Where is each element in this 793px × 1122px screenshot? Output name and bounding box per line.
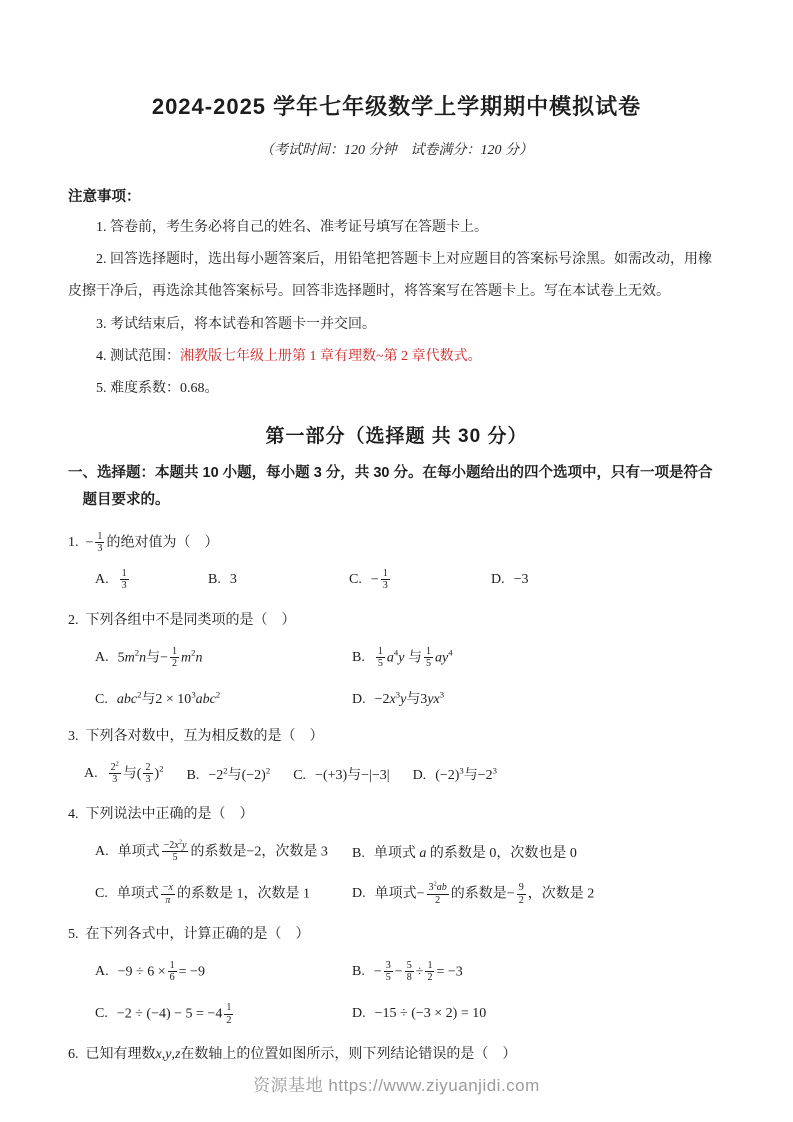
- math-variable: y: [165, 1047, 172, 1063]
- option-label: B.: [208, 571, 221, 587]
- fraction-denominator: [163, 895, 172, 907]
- option-label: C.: [349, 572, 362, 588]
- notice-item-1: 1. 答卷前，考生务必将自己的姓名、准考证号填写在答题卡上。: [96, 220, 488, 235]
- fraction-numerator: 3: [385, 959, 391, 971]
- fraction-numerator: 5: [406, 959, 412, 971]
- math-variable: y: [400, 692, 407, 708]
- question-4: [68, 803, 725, 906]
- fraction-numerator: $-2x^2y$: [163, 838, 187, 851]
- option-label: A.: [95, 964, 109, 980]
- math-exponent: 2: [191, 647, 196, 658]
- option-D: D. 单项式− $\frac{3^2ab}{2}$ 的系数是− $\frac{9}{2}$ ，次数是 2: [352, 880, 595, 906]
- section-intro: 一、选择题：本题共 10 小题，每小题 3 分，共 30 分。在每小题给出的四个选项中，只有一项是符合题目要求的。: [68, 465, 713, 508]
- option-C: C. −(+3)与−|−3|: [293, 767, 390, 783]
- math-fraction: [95, 531, 104, 555]
- question-stem: 5. 在下列各式中，计算正确的是（ ）: [68, 927, 310, 943]
- question-number: 5.: [68, 927, 79, 943]
- math-variable: x: [168, 881, 174, 893]
- option-C: C. − $\frac{1}{3}$: [349, 567, 388, 592]
- math-variable: x: [389, 692, 396, 708]
- question-stem: 1. − $\frac{1}{3}$ 的绝对值为（ ）: [68, 530, 219, 555]
- fraction-denominator: 2: [518, 894, 524, 906]
- math-exponent: 3: [492, 765, 498, 776]
- question-number: 4.: [68, 806, 79, 822]
- notice-item-3: 3. 考试结束后，将本试卷和答题卡一并交回。: [96, 316, 376, 332]
- math-variable: y: [181, 839, 187, 851]
- question-options: [68, 762, 725, 786]
- option-A: A. $\frac{2^2}{3}$ 与( $\frac{2}{3}$ )$^2$: [84, 760, 164, 786]
- math-exponent: 2: [134, 647, 140, 658]
- option-A: A. 单项式 $\frac{-2x^2y}{5}$ 的系数是−2，次数是 3: [95, 838, 328, 864]
- question-6: [68, 1043, 725, 1067]
- math-variable: ab: [436, 881, 447, 893]
- math-exponent: 2: [178, 838, 182, 846]
- option-label: B.: [352, 650, 365, 666]
- question-3: [68, 725, 725, 786]
- math-fraction: [168, 960, 177, 984]
- question-number: 6.: [68, 1047, 79, 1063]
- notices-heading: 注意事项：: [68, 189, 141, 205]
- option-C: C. −2 ÷ (−4) − 5 = −4 $\frac{1}{2}$: [95, 1002, 232, 1026]
- math-variable: y: [442, 650, 449, 666]
- math-fraction: [170, 646, 179, 670]
- math-exponent: 2: [265, 765, 271, 776]
- fraction-numerator: 1: [121, 567, 127, 579]
- fraction-denominator: 5: [377, 658, 383, 670]
- fraction-denominator: 3: [97, 543, 103, 555]
- option-B: B. 3: [208, 571, 237, 587]
- option-label: D.: [352, 1006, 366, 1022]
- question-1: [68, 531, 725, 592]
- footer-watermark: 资源基地 https://www.ziyuanjidi.com: [253, 1076, 540, 1095]
- math-fraction: [381, 568, 390, 592]
- option-label: A.: [95, 844, 109, 860]
- fraction-denominator: 3: [145, 774, 151, 786]
- fraction-denominator: 6: [169, 972, 175, 984]
- notices-block: [68, 185, 725, 405]
- section-title: 第一部分（选择题 共 30 分）: [265, 426, 528, 448]
- fraction-denominator: 3: [112, 774, 118, 786]
- question-stem: 3. 下列各对数中，互为相反数的是（ ）: [68, 729, 324, 745]
- notice-item-4-prefix: 4. 测试范围：: [96, 348, 180, 364]
- notice-item-4: [68, 341, 725, 373]
- math-fraction: [517, 882, 526, 906]
- option-A: A. −9 ÷ 6 × $\frac{1}{6}$ = −9: [95, 959, 205, 984]
- question-options: [68, 568, 725, 592]
- question-stem: 2. 下列各组中不是同类项的是（ ）: [68, 613, 296, 629]
- math-variable: abc: [195, 692, 216, 708]
- math-fraction: [427, 882, 449, 906]
- math-variable: a: [435, 650, 442, 666]
- math-exponent: 2: [223, 765, 228, 776]
- math-variable: n: [139, 650, 147, 666]
- fraction-numerator: −x: [162, 881, 174, 893]
- question-options: [68, 840, 725, 906]
- math-fraction: [143, 762, 152, 786]
- question-number: 2.: [68, 613, 79, 629]
- option-label: A.: [95, 572, 109, 588]
- questions: [68, 531, 725, 1067]
- option-C: C. abc$^2$与$2 \times 10^3abc^2$: [95, 689, 221, 708]
- math-variable: z: [174, 1047, 181, 1063]
- option-D: D. −3: [491, 571, 529, 587]
- option-label: D.: [352, 886, 366, 902]
- fraction-denominator: 5: [425, 658, 431, 670]
- math-exponent: 4: [448, 647, 453, 658]
- math-variable: abc: [116, 692, 138, 708]
- question-2: [68, 609, 725, 708]
- fraction-denominator: 2: [172, 658, 178, 670]
- math-variable: a: [419, 845, 427, 861]
- math-exponent: 2: [215, 689, 221, 700]
- math-fraction: [109, 762, 121, 786]
- math-fraction: [120, 568, 129, 592]
- option-D: D. $(-2)^3$与$-2^3$: [412, 765, 498, 783]
- option-label: B.: [352, 845, 365, 861]
- option-label: B.: [186, 767, 200, 783]
- fraction-denominator: 2: [427, 972, 433, 984]
- math-exponent: 3: [191, 689, 196, 700]
- fraction-numerator: 1: [97, 530, 103, 542]
- math-exponent: 4: [393, 647, 399, 658]
- fraction-numerator: 1: [172, 645, 178, 657]
- fraction-numerator: 1: [427, 959, 433, 971]
- math-variable: a: [386, 650, 394, 666]
- exam-title: 2024-2025 学年七年级数学上学期期中模拟试卷: [151, 94, 642, 119]
- math-exponent: 2: [159, 763, 164, 774]
- option-A: [95, 568, 208, 592]
- fraction-denominator: 3: [382, 580, 388, 592]
- option-C: C. 单项式 $\frac{-x}{\pi}$ 的系数是 1，次数是 1: [95, 881, 311, 906]
- math-fraction: [376, 646, 385, 670]
- math-variable: π: [165, 894, 171, 906]
- option-label: C.: [95, 886, 108, 902]
- option-B: B. 单项式 a 的系数是 0，次数也是 0: [352, 845, 577, 861]
- option-label: D.: [412, 767, 427, 783]
- exam-meta: （考试时间：120 分钟 试卷满分：120 分）: [260, 143, 533, 158]
- fraction-denominator: 2: [226, 1014, 232, 1026]
- test-scope-highlight: 湘教版七年级上册第 1 章有理数~第 2 章代数式。: [180, 348, 482, 364]
- option-label: B.: [352, 964, 365, 980]
- option-A: A. $5m^2n$与− $\frac{1}{2}$ $m^2n$: [95, 645, 203, 670]
- notice-item-5: 5. 难度系数：0.68。: [96, 380, 219, 396]
- math-exponent: 2: [137, 689, 142, 700]
- math-variable: yx: [427, 692, 440, 708]
- math-exponent: 3: [459, 765, 464, 776]
- option-B: B. $\frac{1}{5}$ $a^4y$ 与 $\frac{1}{5}$ $ay^4$: [352, 645, 453, 670]
- fraction-numerator: 2: [145, 761, 151, 773]
- fraction-numerator: 9: [518, 881, 524, 893]
- math-fraction: [384, 960, 393, 984]
- math-variable: m: [181, 650, 192, 666]
- math-variable: n: [195, 650, 203, 666]
- option-label: D.: [491, 571, 505, 587]
- fraction-denominator: 2: [435, 894, 441, 906]
- question-options: [68, 960, 725, 1026]
- option-D: D. $-2x^3y$与$3yx^3$: [352, 689, 445, 708]
- option-label: C.: [95, 1006, 108, 1022]
- question-number: 1.: [68, 535, 79, 551]
- option-label: A.: [84, 766, 98, 782]
- option-label: C.: [95, 692, 108, 708]
- fraction-numerator: 1: [226, 1002, 232, 1014]
- option-label: C.: [293, 767, 307, 783]
- math-fraction: [162, 840, 189, 864]
- math-fraction: [425, 960, 434, 984]
- option-B: B. − $\frac{3}{5}$ − $\frac{5}{8}$ ÷ $\frac{1}{2}$ = −3: [352, 959, 463, 984]
- math-exponent: 3: [395, 689, 401, 700]
- math-variable: x: [174, 839, 179, 851]
- math-variable: y: [398, 650, 405, 666]
- fraction-denominator: 5: [385, 972, 391, 984]
- math-fraction: [224, 1002, 233, 1026]
- math-exponent: 2: [433, 880, 437, 888]
- fraction-numerator: 1: [377, 645, 383, 657]
- option-D: D. −15 ÷ (−3 × 2) = 10: [352, 1006, 487, 1022]
- math-exponent: 3: [439, 689, 445, 700]
- fraction-numerator: $3^2ab$: [428, 880, 447, 893]
- fraction-denominator: 3: [121, 580, 127, 592]
- math-variable: x: [155, 1047, 162, 1063]
- notice-item-2: 2. 回答选择题时，选出每小题答案后，用铅笔把答题卡上对应题目的答案标号涂黑。如需改动，用橡皮擦干净后，再选涂其他答案标号。回答非选择题时，将答案写在答题卡上。写在本试卷上无效。: [68, 252, 712, 300]
- option-B: B. $-2^2$与$(-2)^2$: [186, 765, 271, 783]
- question-number: 3.: [68, 729, 79, 745]
- option-label: A.: [95, 650, 109, 666]
- fraction-denominator: 5: [172, 852, 178, 864]
- math-fraction: [161, 882, 175, 906]
- fraction-denominator: 8: [406, 972, 412, 984]
- question-5: [68, 923, 725, 1026]
- question-options: [68, 646, 725, 708]
- math-variable: m: [124, 650, 135, 666]
- math-exponent: 2: [115, 760, 119, 768]
- fraction-numerator: 1: [382, 567, 388, 579]
- math-fraction: [424, 646, 433, 670]
- option-label: D.: [352, 692, 366, 708]
- question-stem: 4. 下列说法中正确的是（ ）: [68, 806, 254, 822]
- math-fraction: [405, 960, 414, 984]
- fraction-numerator: 1: [169, 959, 175, 971]
- fraction-numerator: 1: [425, 645, 431, 657]
- fraction-numerator: $2^2$: [110, 760, 119, 773]
- question-stem: 6. 已知有理数x,y,z在数轴上的位置如图所示，则下列结论错误的是（ ）: [68, 1047, 517, 1063]
